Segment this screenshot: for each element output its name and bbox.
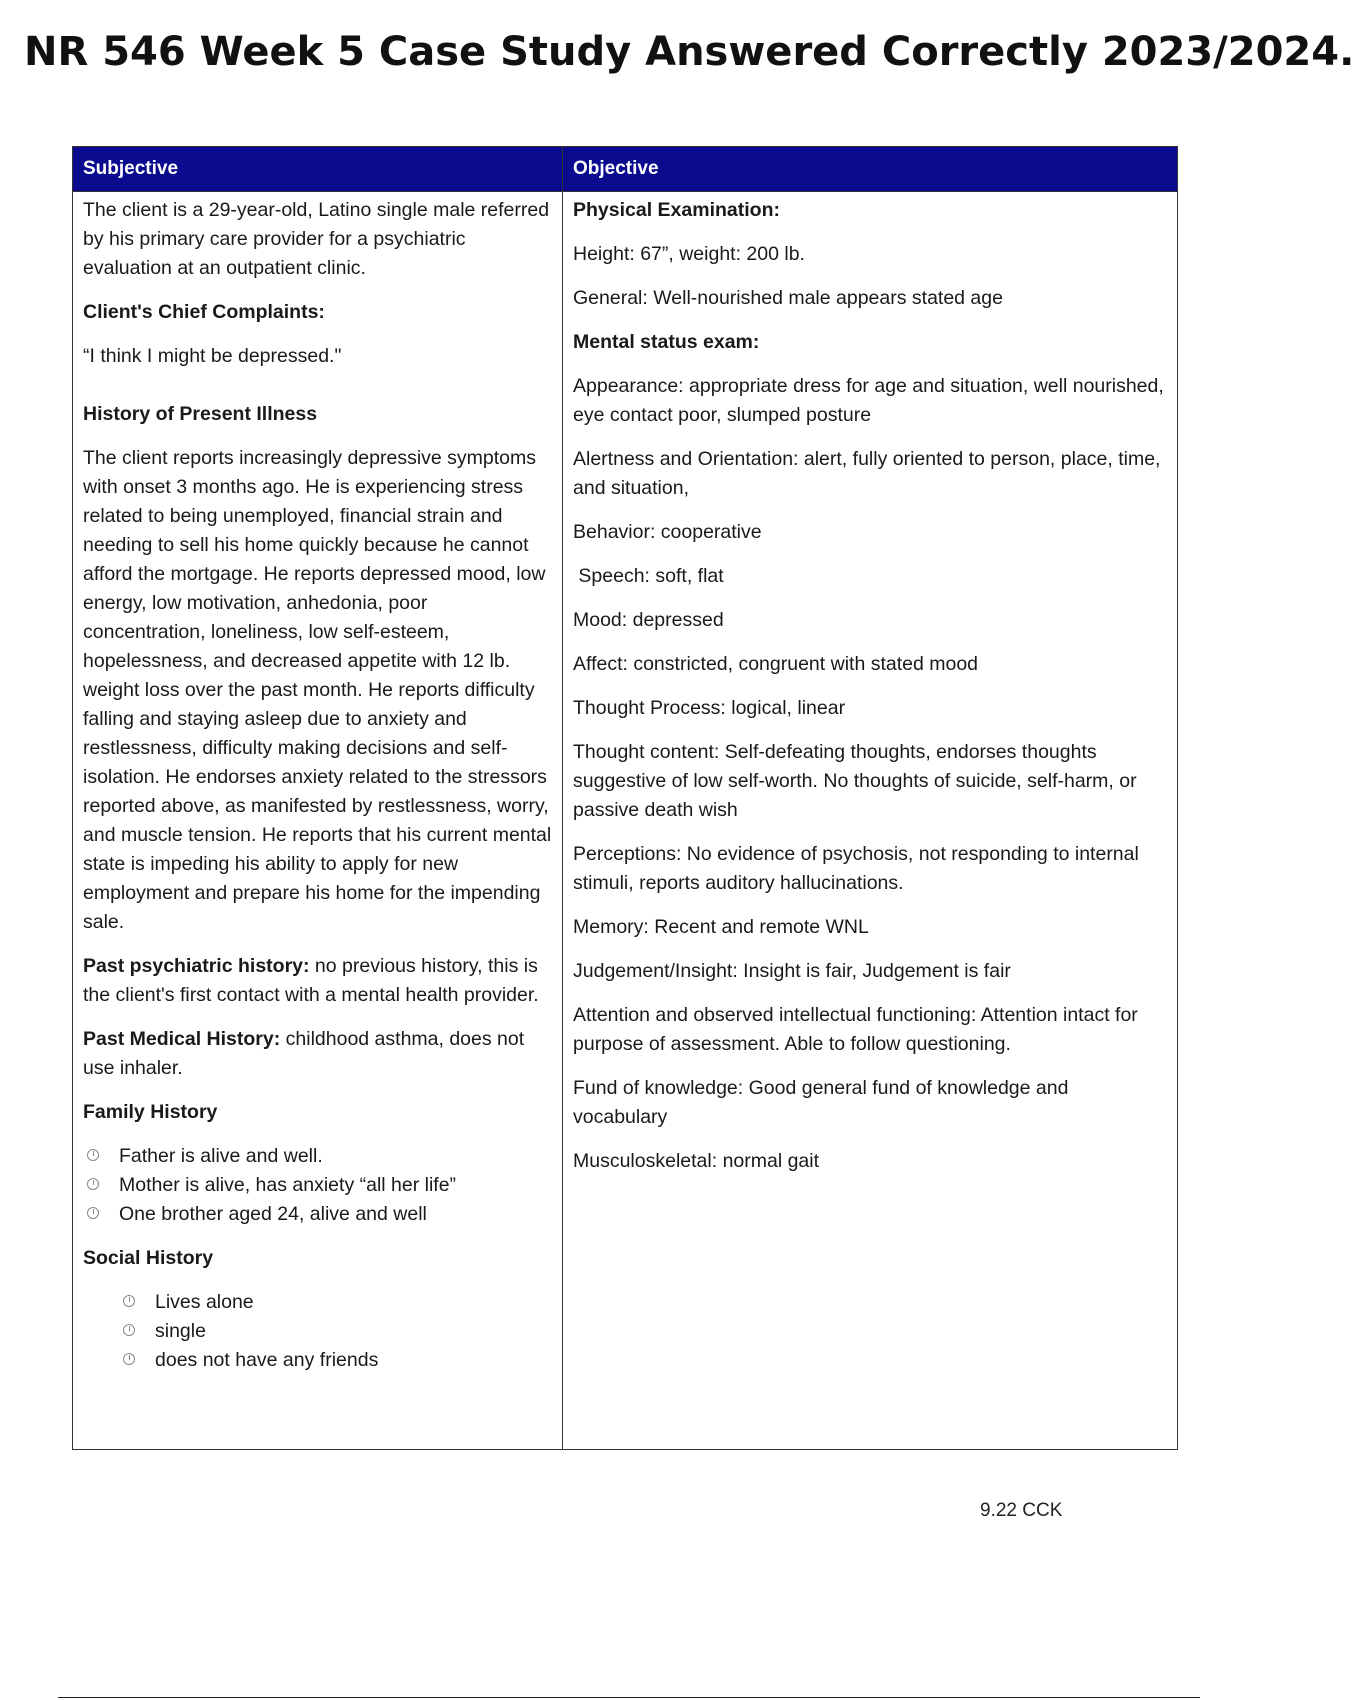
mse-behavior: Behavior: cooperative	[573, 521, 762, 543]
mse-thought-process: Thought Process: logical, linear	[573, 697, 846, 719]
footer-divider	[58, 1697, 1200, 1698]
chief-complaint-quote: “I think I might be depressed."	[83, 345, 342, 367]
bullet-icon	[123, 1295, 135, 1307]
general-appearance: General: Well-nourished male appears stated age	[573, 287, 1003, 309]
spacer	[83, 371, 552, 400]
list-item: Lives alone	[83, 1288, 552, 1317]
chief-complaints-heading: Client's Chief Complaints:	[83, 301, 325, 323]
family-history-heading: Family History	[83, 1101, 218, 1123]
mse-fund-of-knowledge: Fund of knowledge: Good general fund of knowledge and vocabulary	[573, 1077, 1069, 1128]
case-study-table	[72, 146, 1178, 1450]
mse-memory: Memory: Recent and remote WNL	[573, 916, 869, 938]
list-item: single	[83, 1317, 552, 1346]
list-item: does not have any friends	[83, 1346, 552, 1375]
bullet-icon	[87, 1207, 99, 1219]
physical-exam-heading: Physical Examination:	[573, 199, 780, 221]
table-body-row	[73, 192, 1178, 1450]
mse-mood: Mood: depressed	[573, 609, 724, 631]
bullet-icon	[87, 1149, 99, 1161]
list-item: Mother is alive, has anxiety “all her life”	[83, 1171, 552, 1200]
objective-column	[563, 192, 1178, 1450]
social-history-list	[83, 1288, 552, 1375]
mse-appearance: Appearance: appropriate dress for age and situation, well nourished, eye contact poor, slumped posture	[573, 375, 1164, 426]
bullet-icon	[123, 1324, 135, 1336]
subjective-column	[73, 192, 563, 1450]
subjective-header: Subjective	[73, 147, 563, 192]
family-history-list	[83, 1142, 552, 1229]
past-psychiatric-history	[83, 952, 552, 1010]
hpi-heading: History of Present Illness	[83, 403, 318, 425]
client-intro: The client is a 29-year-old, Latino single male referred by his primary care provider for a psychiatric evaluation at an outpatient clinic.	[83, 199, 550, 279]
document-title: NR 546 Week 5 Case Study Answered Correctly 2023/2024.	[24, 29, 1354, 75]
mse-speech: Speech: soft, flat	[573, 565, 724, 587]
bullet-icon	[87, 1178, 99, 1190]
mse-perceptions: Perceptions: No evidence of psychosis, not responding to internal stimuli, reports auditory hallucinations.	[573, 843, 1139, 894]
table-header-row	[73, 147, 1178, 192]
list-item: One brother aged 24, alive and well	[83, 1200, 552, 1229]
mse-alertness: Alertness and Orientation: alert, fully oriented to person, place, time, and situation,	[573, 448, 1161, 499]
hpi-text: The client reports increasingly depressive symptoms with onset 3 months ago. He is experiencing stress related to being unemployed, financial strain and needing to sell his home quickly because he cannot afford the mortgage. He reports depressed mood, low energy, low motivation, anhedonia, poor concentration, loneliness, low self-esteem, hopelessness, and decreased appetite with 12 lb. weight loss over the past month. He reports difficulty falling and staying asleep due to anxiety and restlessness, difficulty making decisions and self-isolation. He endorses anxiety related to the stressors reported above, as manifested by restlessness, worry, and muscle tension. He reports that his current mental state is impeding his ability to apply for new employment and prepare his home for the impending sale.	[83, 447, 552, 933]
past-psych-text: no previous history, this is the client's first contact with a mental health provider.	[83, 955, 539, 1006]
mse-thought-content: Thought content: Self-defeating thoughts, endorses thoughts suggestive of low self-worth. No thoughts of suicide, self-harm, or passive death wish	[573, 741, 1137, 821]
mse-heading: Mental status exam:	[573, 331, 760, 353]
past-medical-history	[83, 1025, 552, 1083]
objective-header: Objective	[563, 147, 1178, 192]
footer-code: 9.22 CCK	[980, 1500, 1063, 1521]
past-medical-label: Past Medical History:	[83, 1028, 281, 1050]
past-medical-text: childhood asthma, does not use inhaler.	[83, 1028, 525, 1079]
mse-affect: Affect: constricted, congruent with stated mood	[573, 653, 979, 675]
list-item: Father is alive and well.	[83, 1142, 552, 1171]
height-weight: Height: 67”, weight: 200 lb.	[573, 243, 805, 265]
bullet-icon	[123, 1353, 135, 1365]
musculoskeletal: Musculoskeletal: normal gait	[573, 1150, 820, 1172]
mse-judgement: Judgement/Insight: Insight is fair, Judgement is fair	[573, 960, 1011, 982]
past-psych-label: Past psychiatric history:	[83, 955, 310, 977]
mse-attention: Attention and observed intellectual functioning: Attention intact for purpose of assessment. Able to follow questioning.	[573, 1004, 1138, 1055]
social-history-heading: Social History	[83, 1247, 214, 1269]
